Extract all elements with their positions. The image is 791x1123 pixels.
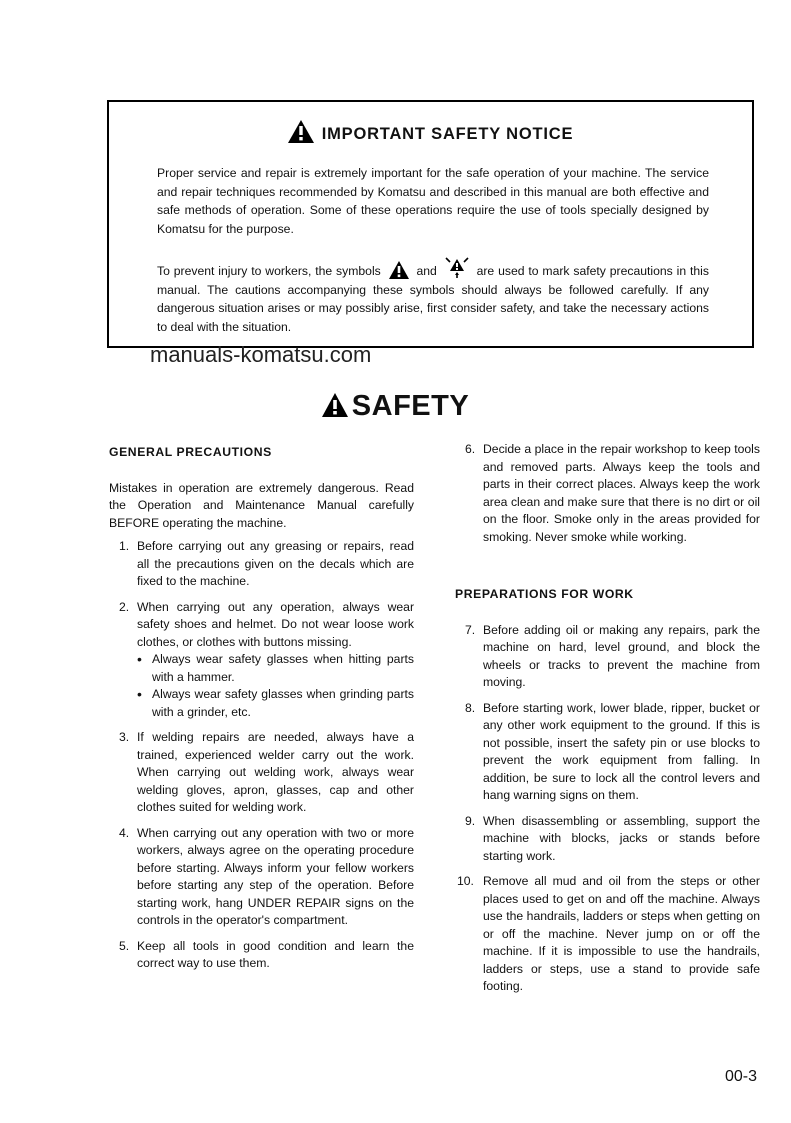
list-item: 10. Remove all mud and oil from the steps or other places used to get on and off the machine. Always use the handrails, ladders or steps when getting on or off the machine. Never jump on or off the machine. If it is impossible to use the handrails, ladders or steps, use a stand to provide safe footing. <box>457 874 760 993</box>
list-item: 2. When carrying out any operation, always wear safety shoes and helmet. Do not wear loose work clothes, or clothes with buttons missing. • Always wear safety glasses when hitting parts with a hammer. • Always wear safety glasses when grinding parts with a grinder, etc. <box>109 599 414 722</box>
notice-title: IMPORTANT SAFETY NOTICE <box>109 120 752 144</box>
page-title: SAFETY <box>0 390 791 423</box>
warning-triangle-icon <box>288 120 314 143</box>
watermark: manuals-komatsu.com <box>150 342 372 367</box>
right-column <box>455 441 760 996</box>
list-item: 1. Before carrying out any greasing or repairs, read all the precautions given on the decals which are fixed to the machine. <box>119 539 414 588</box>
section-heading-preparations-for-work: PREPARATIONS FOR WORK <box>455 587 634 601</box>
left-column <box>109 444 414 973</box>
list-item: 3. If welding repairs are needed, always have a trained, experienced welder carry out the work. When carrying out welding work, always wear welding gloves, apron, glasses, cap and other clothes suited for welding work. <box>119 730 414 814</box>
list-item: 6. Decide a place in the repair workshop to keep tools and removed parts. Always keep the tools and parts in their correct places. Always keep the work area clean and make sure that there is no dirt or oil on the floor. Smoke only in the areas provided for smoking. Never smoke while working. <box>465 442 760 544</box>
list-item: 4. When carrying out any operation with two or more workers, always agree on the operating procedure before starting. Always inform your fellow workers before starting any step of the operation. Before starting work, hang UNDER REPAIR signs on the controls in the operator's compartment. <box>119 825 414 927</box>
important-safety-notice-box <box>107 100 754 348</box>
section-heading-general-precautions: GENERAL PRECAUTIONS <box>109 445 272 459</box>
page-number: 00-3 <box>725 1068 758 1085</box>
list-item: 9. When disassembling or assembling, support the machine with blocks, jacks or stands before starting work. <box>465 813 760 863</box>
warning-triangle-arrows-icon <box>445 257 469 279</box>
bullet-item: • Always wear safety glasses when grinding parts with a grinder, etc. <box>137 686 414 721</box>
notice-paragraph-1: Proper service and repair is extremely important for the safe operation of your machine. The service and repair techniques recommended by Komatsu and described in this manual are both effective and safe methods of operation. Some of these operations require the use of tools specially designed by Komatsu for the purpose. <box>157 166 709 236</box>
warning-triangle-icon <box>322 393 348 417</box>
general-precautions-intro: Mistakes in operation are extremely dangerous. Read the Operation and Maintenance Manual carefully BEFORE operating the machine. <box>109 480 414 530</box>
list-item: 8. Before starting work, lower blade, ripper, bucket or any other work equipment to the ground. If this is not possible, insert the safety pin or use blocks to prevent the work equipment from falling. In addition, be sure to lock all the control levers and hang warning signs on them. <box>465 700 760 802</box>
bullet-item: • Always wear safety glasses when hitting parts with a hammer. <box>137 651 414 686</box>
warning-triangle-icon <box>389 261 409 279</box>
list-item: 7. Before adding oil or making any repairs, park the machine on hard, level ground, and block the wheels or tracks to prevent the machine from moving. <box>465 622 760 689</box>
notice-paragraph-2: To prevent injury to workers, the symbols and are used to mark safety precautions in this manual. The cautions accompanying these symbols should always be followed carefully. If any dangerous situation arises or may possibly arise, first consider safety, and take the necessary actions to deal with the situation. <box>157 257 709 336</box>
list-item: 5. Keep all tools in good condition and learn the correct way to use them. <box>119 938 414 970</box>
